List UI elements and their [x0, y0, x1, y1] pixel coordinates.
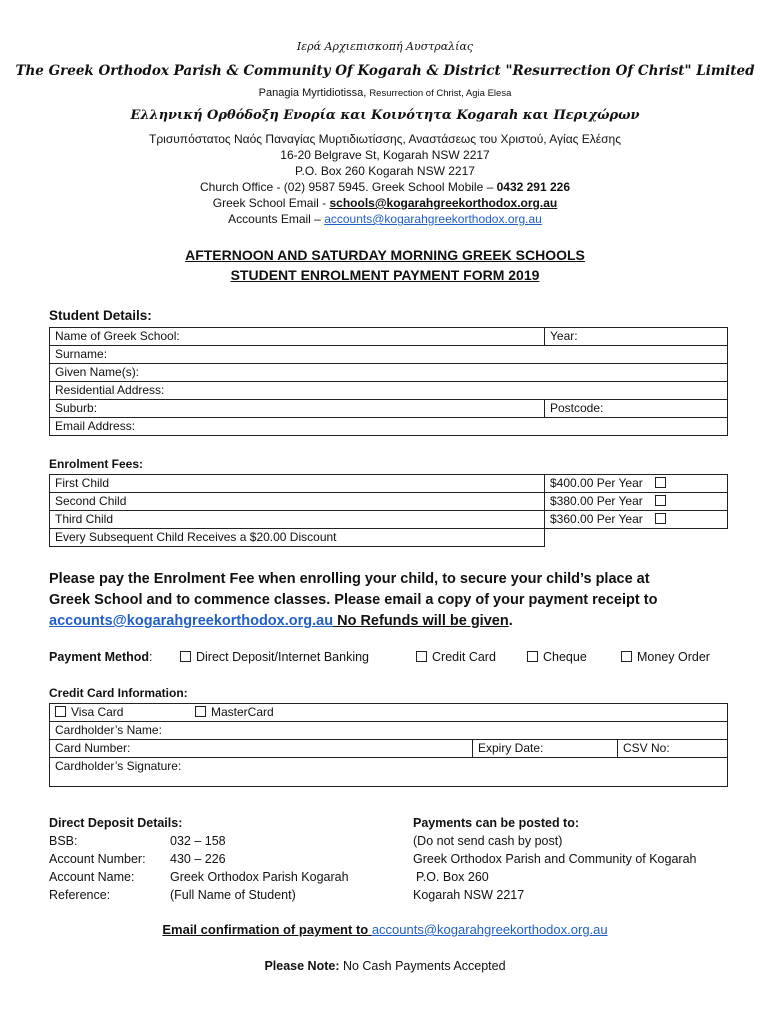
deposit-label: Reference:: [49, 888, 111, 902]
credit-card-table: [49, 703, 728, 787]
mastercard-option[interactable]: [195, 705, 274, 719]
suburb-field[interactable]: Suburb:: [50, 400, 545, 418]
fee-label: Second Child: [50, 493, 545, 511]
church-greek: Τρισυπόστατος Ναός Παναγίας Μυρτιδιωτίσσης, Αναστάσεως του Χριστού, Αγίας Ελέσης: [149, 132, 621, 146]
accounts-email-prefix: Accounts Email –: [228, 212, 325, 226]
cardholder-name-field[interactable]: Cardholder’s Name:: [50, 722, 728, 740]
checkbox[interactable]: [621, 651, 632, 662]
form-title-line2: STUDENT ENROLMENT PAYMENT FORM 2019: [230, 267, 540, 283]
phone-prefix: Church Office - (02) 9587 5945. Greek School Mobile –: [199, 180, 497, 194]
option-label: Direct Deposit/Internet Banking: [196, 650, 370, 664]
church-line-main: Panagia Myrtidiotissa,: [258, 87, 367, 99]
postal-block: [413, 814, 696, 904]
deposit-value: Greek Orthodox Parish Kogarah: [170, 870, 349, 884]
student-details-heading: Student Details:: [49, 308, 152, 323]
visa-label: Visa Card: [71, 705, 124, 719]
email-confirmation: [0, 922, 770, 937]
notice-email-link[interactable]: accounts@kogarahgreekorthodox.org.au: [49, 613, 334, 629]
accounts-email-line: [0, 211, 770, 227]
school-email-link[interactable]: schools@kogarahgreekorthodox.org.au: [329, 196, 558, 210]
notice-period: .: [508, 613, 513, 629]
csv-field[interactable]: CSV No:: [618, 740, 728, 758]
credit-card-heading: Credit Card Information:: [49, 686, 188, 700]
expiry-date-field[interactable]: Expiry Date:: [473, 740, 618, 758]
fee-price-cell: [545, 493, 728, 511]
confirm-email-link[interactable]: accounts@kogarahgreekorthodox.org.au: [371, 922, 608, 937]
student-details-table: [49, 327, 728, 436]
notice-line3: [49, 611, 749, 632]
option-money-order[interactable]: [621, 650, 710, 664]
payment-method-colon: :: [149, 650, 153, 664]
checkbox[interactable]: [416, 651, 427, 662]
deposit-row: [49, 850, 349, 868]
option-credit-card[interactable]: [416, 650, 496, 664]
school-email-prefix: Greek School Email -: [212, 196, 330, 210]
deposit-label: BSB:: [49, 834, 78, 848]
cash-note: [0, 959, 770, 973]
postal-line: Greek Orthodox Parish and Community of Kogarah: [413, 852, 697, 866]
enrolment-fees-heading: Enrolment Fees:: [49, 457, 144, 471]
checkbox[interactable]: [180, 651, 191, 662]
fee-price-cell: [545, 511, 728, 529]
po-box: P.O. Box 260 Kogarah NSW 2217: [295, 164, 475, 178]
org-name-greek: Ελληνική Ορθόδοξη Ενορία και Κοινότητα Kogarah και Περιχώρων: [130, 108, 640, 123]
visa-option[interactable]: [55, 704, 195, 721]
option-label: Cheque: [543, 650, 587, 664]
mastercard-label: MasterCard: [211, 705, 274, 719]
fee-row: [50, 511, 728, 529]
option-label: Credit Card: [432, 650, 496, 664]
form-title-line1: AFTERNOON AND SATURDAY MORNING GREEK SCHOOLS: [185, 247, 585, 263]
fee-price: $400.00 Per Year: [550, 476, 643, 490]
deposit-label: Account Name:: [49, 870, 135, 884]
street-address: 16-20 Belgrave St, Kogarah NSW 2217: [280, 148, 490, 162]
church-line-small: Resurrection of Christ, Agia Elesa: [369, 88, 512, 99]
postal-line: Kogarah NSW 2217: [413, 888, 525, 902]
fee-price: $360.00 Per Year: [550, 512, 643, 526]
no-refunds-text: No Refunds will be given: [333, 613, 509, 629]
notice-line1: Please pay the Enrolment Fee when enrolling your child, to secure your child’s place at: [49, 571, 650, 587]
checkbox[interactable]: [55, 706, 66, 717]
postal-line: P.O. Box 260: [416, 870, 489, 884]
note-text: No Cash Payments Accepted: [339, 959, 506, 973]
fee-price: $380.00 Per Year: [550, 494, 643, 508]
fees-table: [49, 474, 728, 547]
deposit-row: [49, 832, 349, 850]
deposit-value: (Full Name of Student): [170, 888, 296, 902]
deposit-label: Account Number:: [49, 852, 146, 866]
deposit-row: [49, 886, 349, 904]
fee-price-cell: [545, 475, 728, 493]
deposit-value: 430 – 226: [170, 852, 226, 866]
direct-deposit-heading: Direct Deposit Details:: [49, 816, 183, 830]
notice-line2: Greek School and to commence classes. Please email a copy of your payment receipt to: [49, 592, 658, 608]
direct-deposit-block: [49, 814, 349, 904]
archdiocese-heading: Ιερά Αρχιεπισκοπή Αυστραλίας: [296, 40, 474, 53]
fee-checkbox[interactable]: [655, 477, 666, 488]
address-field[interactable]: Residential Address:: [50, 382, 728, 400]
deposit-row: [49, 868, 349, 886]
church-names: [0, 87, 770, 99]
year-field[interactable]: Year:: [545, 328, 728, 346]
note-label: Please Note:: [264, 959, 340, 973]
fee-checkbox[interactable]: [655, 513, 666, 524]
option-label: Money Order: [637, 650, 710, 664]
confirm-prefix: Email confirmation of payment to: [162, 922, 372, 937]
postal-heading: Payments can be posted to:: [413, 816, 580, 830]
fee-checkbox[interactable]: [655, 495, 666, 506]
option-cheque[interactable]: [527, 650, 587, 664]
payment-method-row: [49, 650, 153, 664]
accounts-email-link[interactable]: accounts@kogarahgreekorthodox.org.au: [324, 212, 542, 226]
deposit-value: 032 – 158: [170, 834, 226, 848]
given-names-field[interactable]: Given Name(s):: [50, 364, 728, 382]
fee-row: [50, 493, 728, 511]
surname-field[interactable]: Surname:: [50, 346, 728, 364]
signature-field[interactable]: Cardholder’s Signature:: [50, 758, 728, 787]
org-name-english: The Greek Orthodox Parish & Community Of Kogarah & District "Resurrection Of Christ" Limited: [15, 63, 755, 79]
postcode-field[interactable]: Postcode:: [545, 400, 728, 418]
discount-note: Every Subsequent Child Receives a $20.00 Discount: [50, 529, 545, 547]
email-field[interactable]: Email Address:: [50, 418, 728, 436]
school-name-field[interactable]: Name of Greek School:: [50, 328, 545, 346]
fee-label: Third Child: [50, 511, 545, 529]
fee-row: [50, 475, 728, 493]
postal-line: (Do not send cash by post): [413, 834, 563, 848]
fee-label: First Child: [50, 475, 545, 493]
mobile-number: 0432 291 226: [496, 180, 570, 194]
phone-line: [0, 179, 770, 195]
school-email-line: [0, 195, 770, 211]
card-number-field[interactable]: Card Number:: [50, 740, 473, 758]
checkbox[interactable]: [527, 651, 538, 662]
payment-method-label: Payment Method: [49, 650, 150, 664]
payment-notice: [49, 569, 749, 632]
empty-cell: [545, 529, 728, 547]
option-direct-deposit[interactable]: [180, 650, 369, 664]
checkbox[interactable]: [195, 706, 206, 717]
